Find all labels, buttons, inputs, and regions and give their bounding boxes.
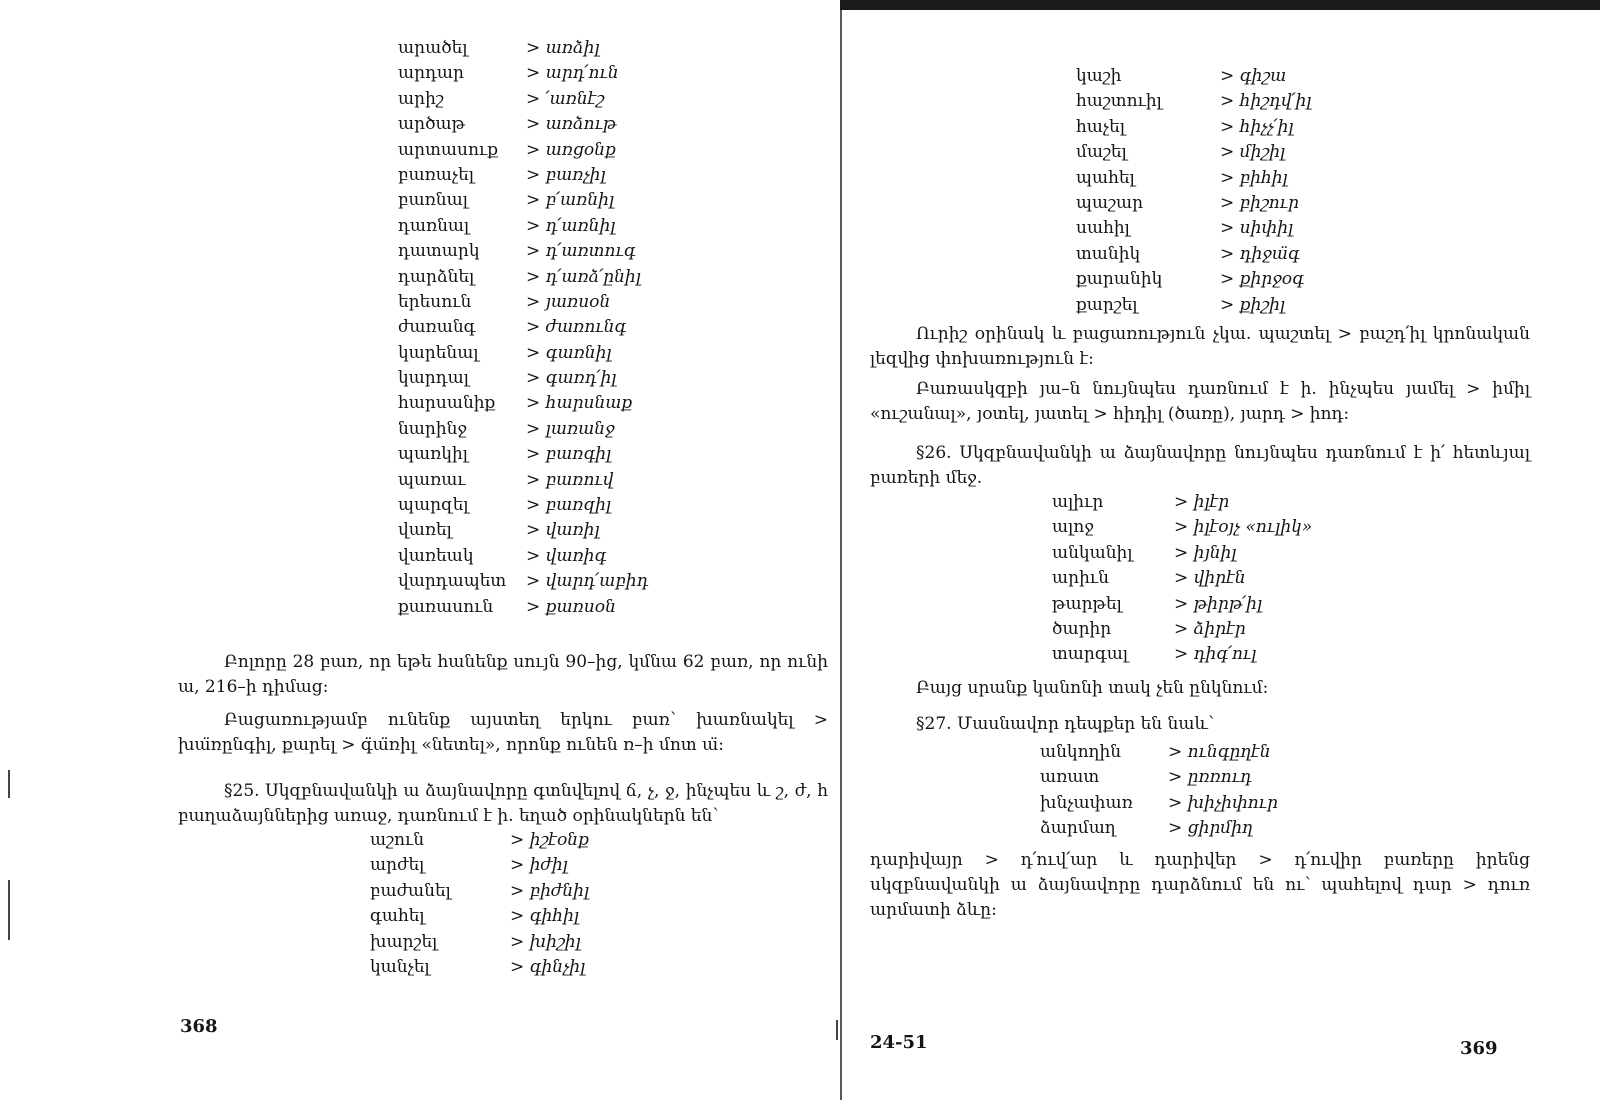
list-item: ձարմաղ > ցիրմիղ [1040,818,1253,839]
list-item: վառել > վառիլ [398,520,600,541]
book-gutter [840,10,842,1100]
list-item: խարշել > խիշիլ [370,931,581,952]
list-item: ծարիր > ձիրէր [1052,618,1246,639]
list-item: բառաչել > բառչիլ [398,164,606,185]
list-item: բառնալ > բ՛առնիլ [398,190,615,211]
list-item: աշուն > իշէօնք [370,830,589,850]
word-list-1 [1076,66,1311,320]
section-27: §27. Մասնավոր դեպքեր են նաև՝ [916,714,1215,734]
paragraph-ya-initial: Բառասկզբի յա–ն նույնպես դառնում է ի. ինչպես յամել > իմիլ «ուշանալ», յօտել, յատել > հիդիլ (ծառը), յարդ > իոդ: [870,379,1530,424]
list-item: ալիւր > իլէր [1052,492,1230,512]
list-item: անկանիլ > իյնիլ [1052,542,1237,563]
list-item: դառնալ > դ՛առնիլ [398,215,616,236]
paragraph-word-count: Բոլորը 28 բառ, որ եթե հանենք սույն 90–ից, կմնա 62 բառ, որ ունի ա, 216–ի դիմաց: [178,652,828,697]
list-item: արիւն > վիրէն [1052,568,1246,589]
list-item: վարդապետ > վարդ՛աբիդ [398,571,649,592]
list-item: հաշտուիլ > հիշդվ՛իլ [1076,91,1312,112]
paragraph-not-rule: Բայց սրանք կանոնի տակ չեն ընկնում: [916,678,1269,698]
section-26: §26. Սկզբնավանկի ա ձայնավորը նույնպես դառնում է ի՛ հետևյալ բառերի մեջ. [870,443,1530,488]
list-item: սահիլ > սիփիլ [1076,218,1294,239]
list-item: վառեակ > վառիգ [398,545,607,566]
word-list-3 [1040,742,1278,844]
list-item: քառասուն > քառսօն [398,596,616,617]
list-item: արդար > արդ՛ուն [398,63,619,84]
paragraph-dar-root: դարիվայր > դ՛ուվ՛ար և դարիվեր > դ՛ուվիր բառերը իրենց սկզբնավանկի ա ձայնավորը դարձնում են ու՝ պահելով դար > դուռ արմատի ձևը: [870,850,1530,920]
list-item: քարանիկ > քիրջօգ [1076,269,1304,290]
list-item: թարթել > թիրթ՛իլ [1052,593,1263,614]
list-item: գահել > գիհիլ [370,906,580,927]
list-item: խնչափառ > խիչիփուր [1040,792,1278,813]
word-list-1 [398,38,648,622]
paragraph-no-exceptions: Ուրիշ օրինակ և բացառություն չկա. պաշտել > բաշդ՛իլ կրոնական լեզվից փոխառություն է: [870,324,1530,369]
list-item: արիշ > ՛առնէշ [398,88,605,109]
list-item: հարսանիք > հարսնաք [398,393,633,414]
list-item: բաժանել > բիժնիլ [370,880,590,901]
word-list-2 [370,830,589,982]
list-item: քարշել > քիշիլ [1076,294,1286,315]
list-item: տարգալ > դիգ՛ուլ [1052,644,1257,665]
list-item: կարդալ > գառդ՛իլ [398,368,617,389]
list-item: պաշար > բիշուր [1076,192,1299,213]
list-item: մաշել > միշիլ [1076,142,1286,163]
list-item: պառաւ > բառուվ [398,469,614,490]
list-item: նարինջ > լառանջ [398,418,615,439]
list-item: կաշի > գիշա [1076,66,1287,86]
list-item: հաչել > հիչչ՛իլ [1076,116,1294,137]
list-item: կանչել > գինչիլ [370,956,586,977]
list-item: երեսուն > յառսօն [398,291,611,312]
signature-mark: 24-51 [870,1032,928,1053]
word-list-2 [1052,492,1312,670]
list-item: դարձնել > դ՛առձ՛ընիլ [398,266,641,287]
list-item: առատ > ըռռուդ [1040,767,1252,788]
list-item: դատարկ > դ՛առտուգ [398,241,636,262]
list-item: արծաթ > առձութ [398,114,617,135]
list-item: ալոջ > իլէօյչ «ուլիկ» [1052,517,1313,538]
list-item: պառկիլ > բառգիլ [398,444,612,465]
list-item: արժել > իժիլ [370,855,568,876]
list-item: կարենալ > գառնիլ [398,342,612,363]
page-number: 368 [180,1016,218,1037]
list-item: ժառանգ > ժառունգ [398,317,627,338]
list-item: պահել > բիհիլ [1076,167,1288,188]
list-item: արածել > առձիլ [398,38,600,58]
list-item: արտասուք > առցօնք [398,139,616,160]
right-page [844,0,1600,1106]
list-item: պարզել > բառզիլ [398,495,612,516]
section-25: §25. Սկզբնավանկի ա ձայնավորը գտնվելով ճ, չ, ջ, ինչպես և շ, ժ, հ բաղաձայններից առաջ, դառնում է ի. եղած օրինակներն են՝ [178,781,828,826]
page-number: 369 [1460,1038,1498,1059]
list-item: տանիկ > դիջա̈գ [1076,243,1300,264]
paragraph-exceptions: Բացառությամբ ունենք այստեղ երկու բառ՝ խառնակել > խա̈ռընգիլ, քարել > գ̈ա̈ռիլ «նետել», որոնք ունեն ռ–ի մոտ ա̈: [178,710,828,755]
list-item: անկողին > ունգըղէն [1040,742,1271,762]
